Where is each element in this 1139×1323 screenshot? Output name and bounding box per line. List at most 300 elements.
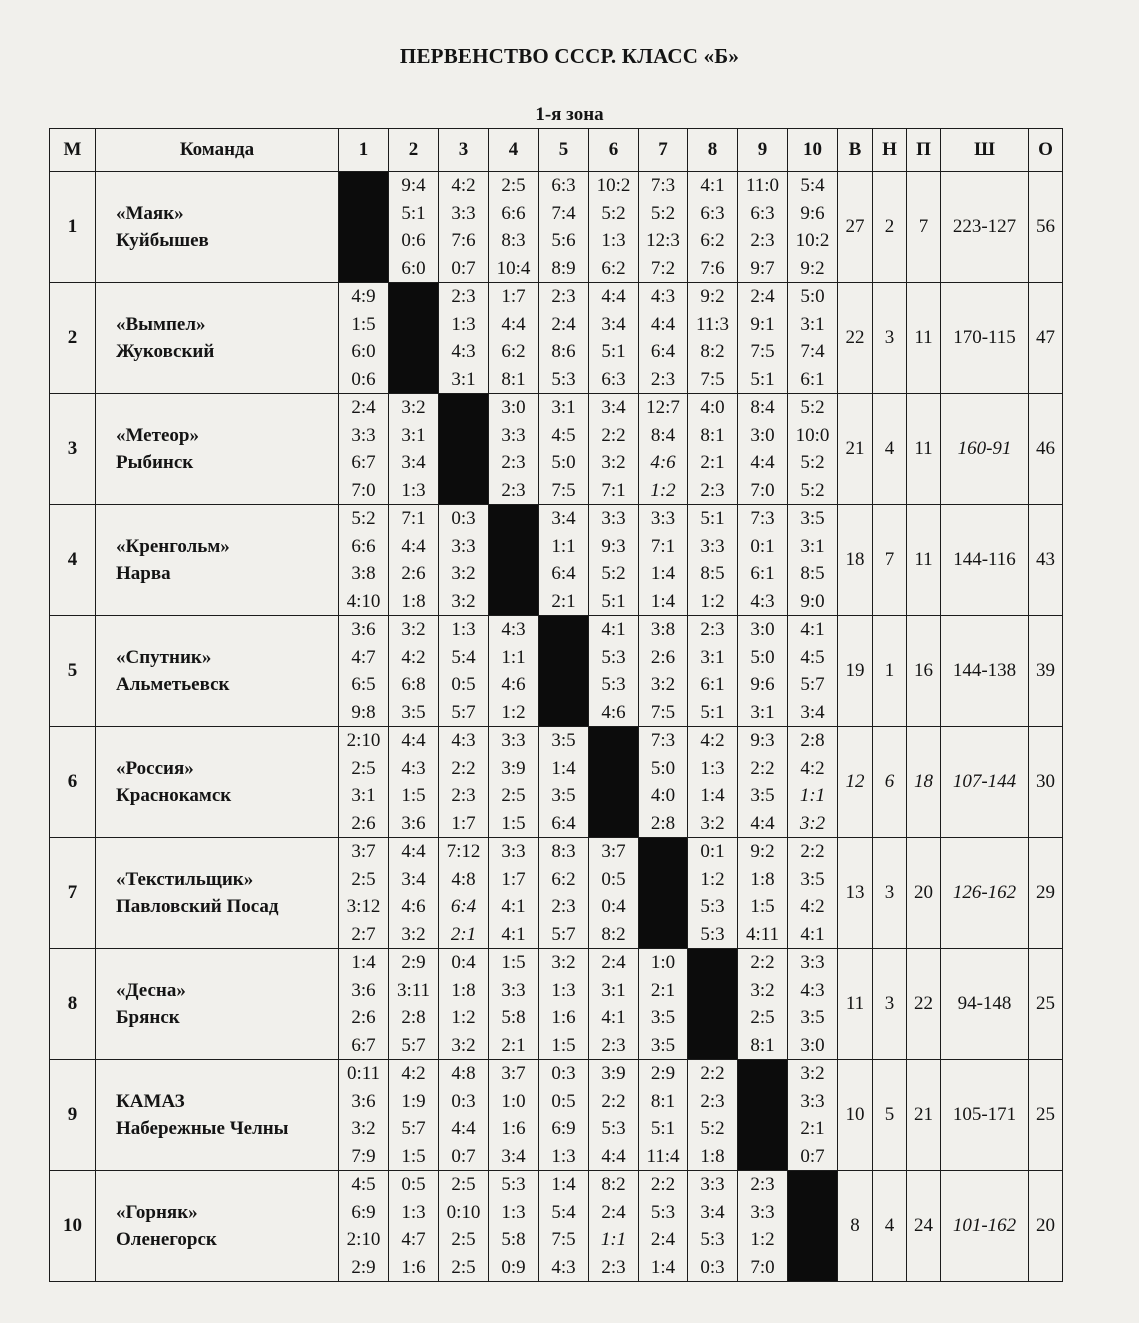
team-city: Брянск <box>116 1007 180 1028</box>
table-row <box>50 727 1063 838</box>
match-score: 5:4 <box>800 175 825 196</box>
match-score: 5:3 <box>700 1229 725 1250</box>
team-name <box>96 505 339 616</box>
match-score: 6:8 <box>401 674 426 695</box>
match-score: 1:5 <box>750 896 775 917</box>
match-score: 2:1 <box>650 979 676 1001</box>
match-score: 1:3 <box>501 1201 526 1223</box>
match-score: 2:5 <box>501 785 526 806</box>
score-cell <box>688 505 738 616</box>
score-cell <box>489 394 539 505</box>
match-score: 3:1 <box>750 701 775 723</box>
score-cell <box>389 505 439 616</box>
match-score: 1:6 <box>401 1256 426 1278</box>
match-score: 1:3 <box>401 479 426 501</box>
match-score: 5:3 <box>700 896 725 917</box>
match-score: 3:5 <box>551 730 576 751</box>
place-number: 2 <box>50 283 96 394</box>
match-score: 1:3 <box>451 619 476 640</box>
score-cell <box>339 616 389 727</box>
match-score: 0:11 <box>346 1063 381 1084</box>
losses-value: 7 <box>907 172 941 283</box>
match-score: 0:5 <box>551 1090 576 1112</box>
match-score: 4:10 <box>346 590 381 612</box>
match-score: 5:3 <box>601 1118 626 1139</box>
score-cell <box>738 283 788 394</box>
score-cell <box>389 394 439 505</box>
wins-value: 18 <box>838 505 873 616</box>
diagonal-cell <box>639 838 688 949</box>
match-score: 9:2 <box>700 286 725 307</box>
match-score: 8:1 <box>650 1090 676 1112</box>
match-score: 5:0 <box>800 286 825 307</box>
points-value: 47 <box>1029 283 1063 394</box>
score-cell <box>439 505 489 616</box>
match-score: 3:3 <box>750 1201 775 1223</box>
score-cell <box>439 1060 489 1171</box>
team-city: Набережные Челны <box>116 1118 289 1139</box>
match-score: 3:3 <box>700 535 725 557</box>
match-score: 8:1 <box>501 368 526 390</box>
score-cell <box>539 172 589 283</box>
match-score: 6:1 <box>750 563 775 584</box>
header-col: 2 <box>389 129 439 172</box>
header-col: 1 <box>339 129 389 172</box>
match-score: 6:2 <box>601 257 626 279</box>
match-score: 6:4 <box>450 896 477 917</box>
match-score: 2:5 <box>451 1229 476 1250</box>
goals-value: 105-171 <box>941 1060 1029 1171</box>
match-score: 5:7 <box>401 1034 426 1056</box>
match-score: 3:3 <box>501 979 526 1001</box>
match-score: 4:3 <box>501 619 526 640</box>
match-score: 3:4 <box>601 313 626 335</box>
match-score: 10:4 <box>496 257 531 279</box>
match-score: 3:3 <box>800 1090 825 1112</box>
match-score: 3:0 <box>501 397 526 418</box>
score-cell <box>688 394 738 505</box>
score-cell <box>539 505 589 616</box>
match-score: 9:7 <box>750 257 775 279</box>
match-score: 4:3 <box>800 979 825 1001</box>
match-score: 8:3 <box>551 841 576 862</box>
wins-value: 8 <box>838 1171 873 1282</box>
match-score: 2:4 <box>351 397 376 418</box>
score-cell <box>389 1060 439 1171</box>
losses-value: 11 <box>907 505 941 616</box>
match-score: 9:2 <box>800 257 825 279</box>
match-score: 4:4 <box>501 313 526 335</box>
match-score: 6:3 <box>551 175 576 196</box>
score-cell <box>439 283 489 394</box>
score-cell <box>539 1171 589 1282</box>
score-cell <box>589 283 639 394</box>
match-score: 3:5 <box>650 1007 676 1028</box>
score-cell <box>439 949 489 1060</box>
team-name <box>96 616 339 727</box>
team-name <box>96 172 339 283</box>
match-score: 3:7 <box>501 1063 526 1084</box>
score-cell <box>788 616 838 727</box>
score-cell <box>339 949 389 1060</box>
score-cell <box>639 172 688 283</box>
match-score: 4:2 <box>401 646 426 668</box>
match-score: 5:2 <box>601 202 626 224</box>
match-score: 6:4 <box>650 341 676 362</box>
match-score: 3:4 <box>800 701 825 723</box>
match-score: 2:4 <box>750 286 775 307</box>
match-score: 2:9 <box>650 1063 676 1084</box>
standings-body <box>50 172 1063 1282</box>
match-score: 1:8 <box>451 979 476 1001</box>
match-score: 7:5 <box>551 1229 576 1250</box>
goals-value: 101-162 <box>941 1171 1029 1282</box>
match-score: 2:8 <box>800 730 825 751</box>
match-score: 5:8 <box>501 1007 526 1028</box>
score-cell <box>688 1171 738 1282</box>
match-score: 7:6 <box>451 230 476 251</box>
match-score: 2:3 <box>451 785 476 806</box>
match-score: 1:7 <box>501 286 526 307</box>
match-score: 4:4 <box>401 535 426 557</box>
score-cell <box>738 838 788 949</box>
match-score: 2:10 <box>346 1229 381 1250</box>
match-score: 5:7 <box>551 923 576 945</box>
match-score: 4:5 <box>800 646 825 668</box>
match-score: 2:4 <box>601 1201 626 1223</box>
score-cell <box>389 949 439 1060</box>
match-score: 8:9 <box>551 257 576 279</box>
match-score: 1:6 <box>501 1118 526 1139</box>
match-score: 1:2 <box>700 868 725 890</box>
diagonal-cell <box>688 949 738 1060</box>
match-score: 3:7 <box>351 841 376 862</box>
match-score: 9:1 <box>750 313 775 335</box>
score-cell <box>339 1171 389 1282</box>
match-score: 3:6 <box>351 619 376 640</box>
match-score: 3:3 <box>351 424 376 446</box>
match-score: 5:3 <box>601 646 626 668</box>
score-cell <box>389 838 439 949</box>
standings-table <box>49 128 1063 1282</box>
match-score: 2:1 <box>700 452 725 473</box>
match-score: 8:1 <box>700 424 725 446</box>
diagonal-cell <box>589 727 639 838</box>
team-name <box>96 838 339 949</box>
score-cell <box>639 1171 688 1282</box>
match-score: 1:1 <box>600 1229 627 1250</box>
match-score: 3:1 <box>601 979 626 1001</box>
match-score: 6:3 <box>750 202 775 224</box>
match-score: 4:4 <box>451 1118 476 1139</box>
losses-value: 22 <box>907 949 941 1060</box>
score-cell <box>389 172 439 283</box>
match-score: 0:5 <box>601 868 626 890</box>
points-value: 30 <box>1029 727 1063 838</box>
draws-value: 4 <box>873 394 907 505</box>
match-score: 5:2 <box>351 508 376 529</box>
match-score: 2:5 <box>351 757 376 779</box>
score-cell <box>439 616 489 727</box>
match-score: 4:11 <box>745 923 780 945</box>
match-score: 2:5 <box>750 1007 775 1028</box>
match-score: 3:3 <box>451 535 476 557</box>
match-score: 5:2 <box>601 563 626 584</box>
match-score: 2:3 <box>551 896 576 917</box>
header-col: 7 <box>639 129 688 172</box>
score-cell <box>589 1171 639 1282</box>
match-score: 7:12 <box>446 841 481 862</box>
match-score: 3:5 <box>650 1034 676 1056</box>
match-score: 1:5 <box>401 1145 426 1167</box>
match-score: 0:6 <box>351 368 376 390</box>
match-score: 5:2 <box>800 397 825 418</box>
match-score: 1:1 <box>799 785 826 806</box>
score-cell <box>439 838 489 949</box>
table-row <box>50 283 1063 394</box>
team-city: Куйбышев <box>116 230 209 251</box>
match-score: 8:5 <box>800 563 825 584</box>
match-score: 1:3 <box>401 1201 426 1223</box>
match-score: 3:8 <box>650 619 676 640</box>
match-score: 2:8 <box>401 1007 426 1028</box>
diagonal-cell <box>539 616 589 727</box>
match-score: 3:5 <box>750 785 775 806</box>
match-score: 0:9 <box>501 1256 526 1278</box>
match-score: 3:9 <box>601 1063 626 1084</box>
table-row <box>50 838 1063 949</box>
match-score: 3:1 <box>551 397 576 418</box>
match-score: 5:3 <box>650 1201 676 1223</box>
team-city: Павловский Посад <box>116 896 279 917</box>
score-cell <box>489 172 539 283</box>
score-cell <box>539 838 589 949</box>
match-score: 2:7 <box>351 923 376 945</box>
match-score: 1:1 <box>501 646 526 668</box>
match-score: 8:2 <box>601 1174 626 1195</box>
losses-value: 11 <box>907 394 941 505</box>
match-score: 2:9 <box>401 952 426 973</box>
match-score: 2:6 <box>351 1007 376 1028</box>
score-cell <box>439 727 489 838</box>
match-score: 2:3 <box>551 286 576 307</box>
match-score: 4:1 <box>501 923 526 945</box>
score-cell <box>539 394 589 505</box>
draws-value: 2 <box>873 172 907 283</box>
wins-value: 12 <box>838 727 873 838</box>
match-score: 2:6 <box>401 563 426 584</box>
match-score: 5:1 <box>401 202 426 224</box>
match-score: 2:4 <box>601 952 626 973</box>
draws-value: 4 <box>873 1171 907 1282</box>
wins-value: 10 <box>838 1060 873 1171</box>
match-score: 3:4 <box>551 508 576 529</box>
match-score: 2:5 <box>351 868 376 890</box>
match-score: 2:5 <box>451 1174 476 1195</box>
match-score: 6:7 <box>351 452 376 473</box>
score-cell <box>389 616 439 727</box>
match-score: 3:2 <box>750 979 775 1001</box>
match-score: 3:12 <box>346 896 381 917</box>
score-cell <box>589 505 639 616</box>
match-score: 3:2 <box>401 923 426 945</box>
match-score: 3:5 <box>800 1007 825 1028</box>
match-score: 6:0 <box>351 341 376 362</box>
score-cell <box>738 172 788 283</box>
match-score: 3:1 <box>351 785 376 806</box>
header-points: О <box>1029 129 1063 172</box>
diagonal-cell <box>339 172 389 283</box>
match-score: 2:4 <box>650 1229 676 1250</box>
match-score: 2:8 <box>650 812 676 834</box>
match-score: 2:3 <box>451 286 476 307</box>
match-score: 8:4 <box>650 424 676 446</box>
score-cell <box>788 949 838 1060</box>
score-cell <box>788 283 838 394</box>
match-score: 5:4 <box>451 646 476 668</box>
match-score: 6:7 <box>351 1034 376 1056</box>
match-score: 2:3 <box>601 1034 626 1056</box>
losses-value: 21 <box>907 1060 941 1171</box>
match-score: 2:3 <box>700 1090 725 1112</box>
match-score: 4:5 <box>351 1174 376 1195</box>
match-score: 2:2 <box>451 757 476 779</box>
wins-value: 21 <box>838 394 873 505</box>
match-score: 3:2 <box>799 812 826 834</box>
match-score: 4:4 <box>750 812 775 834</box>
match-score: 1:7 <box>501 868 526 890</box>
match-score: 2:2 <box>750 952 775 973</box>
match-score: 2:4 <box>551 313 576 335</box>
team-club: «Десна» <box>116 980 186 1001</box>
match-score: 1:5 <box>501 952 526 973</box>
match-score: 6:6 <box>501 202 526 224</box>
match-score: 5:3 <box>700 923 725 945</box>
match-score: 3:3 <box>601 508 626 529</box>
match-score: 1:4 <box>700 785 725 806</box>
match-score: 1:4 <box>551 757 576 779</box>
team-club: «Горняк» <box>116 1202 198 1223</box>
score-cell <box>639 394 688 505</box>
place-number: 9 <box>50 1060 96 1171</box>
match-score: 5:1 <box>700 701 725 723</box>
points-value: 46 <box>1029 394 1063 505</box>
match-score: 7:1 <box>601 479 626 501</box>
match-score: 4:1 <box>501 896 526 917</box>
team-city: Жуковский <box>116 341 215 362</box>
score-cell <box>589 172 639 283</box>
match-score: 2:3 <box>650 368 676 390</box>
match-score: 3:2 <box>601 452 626 473</box>
score-cell <box>788 394 838 505</box>
match-score: 5:4 <box>551 1201 576 1223</box>
match-score: 7:6 <box>700 257 725 279</box>
header-col: 3 <box>439 129 489 172</box>
match-score: 3:5 <box>800 868 825 890</box>
score-cell <box>639 283 688 394</box>
score-cell <box>489 616 539 727</box>
match-score: 4:4 <box>650 313 676 335</box>
goals-value: 170-115 <box>941 283 1029 394</box>
match-score: 3:1 <box>700 646 725 668</box>
score-cell <box>439 172 489 283</box>
header-team: Команда <box>96 129 339 172</box>
match-score: 4:6 <box>601 701 626 723</box>
match-score: 10:0 <box>795 424 830 446</box>
match-score: 4:8 <box>451 868 476 890</box>
match-score: 9:6 <box>800 202 825 224</box>
place-number: 5 <box>50 616 96 727</box>
match-score: 5:0 <box>750 646 775 668</box>
score-cell <box>589 616 639 727</box>
draws-value: 3 <box>873 283 907 394</box>
match-score: 1:5 <box>551 1034 576 1056</box>
match-score: 0:5 <box>451 674 476 695</box>
match-score: 5:3 <box>501 1174 526 1195</box>
score-cell <box>788 838 838 949</box>
wins-value: 22 <box>838 283 873 394</box>
match-score: 0:3 <box>451 508 476 529</box>
match-score: 5:2 <box>800 452 825 473</box>
match-score: 2:6 <box>650 646 676 668</box>
match-score: 6:4 <box>551 563 576 584</box>
match-score: 4:6 <box>501 674 526 695</box>
goals-value: 223-127 <box>941 172 1029 283</box>
score-cell <box>738 727 788 838</box>
draws-value: 1 <box>873 616 907 727</box>
match-score: 7:3 <box>750 508 775 529</box>
match-score: 1:4 <box>351 952 376 973</box>
match-score: 9:3 <box>601 535 626 557</box>
points-value: 25 <box>1029 1060 1063 1171</box>
match-score: 4:4 <box>601 1145 626 1167</box>
match-score: 7:3 <box>650 730 676 751</box>
goals-value: 144-116 <box>941 505 1029 616</box>
match-score: 5:3 <box>551 368 576 390</box>
score-cell <box>539 283 589 394</box>
match-score: 1:8 <box>700 1145 725 1167</box>
score-cell <box>339 394 389 505</box>
match-score: 4:2 <box>401 1063 426 1084</box>
match-score: 3:5 <box>800 508 825 529</box>
match-score: 1:2 <box>650 479 676 501</box>
diagonal-cell <box>389 283 439 394</box>
match-score: 2:2 <box>601 424 626 446</box>
match-score: 1:8 <box>750 868 775 890</box>
score-cell <box>589 838 639 949</box>
score-cell <box>339 838 389 949</box>
score-cell <box>489 283 539 394</box>
score-cell <box>489 949 539 1060</box>
match-score: 1:4 <box>650 1256 676 1278</box>
match-score: 2:3 <box>750 1174 775 1195</box>
match-score: 2:3 <box>501 479 526 501</box>
table-row <box>50 172 1063 283</box>
draws-value: 3 <box>873 949 907 1060</box>
goals-value: 94-148 <box>941 949 1029 1060</box>
points-value: 39 <box>1029 616 1063 727</box>
match-score: 4:3 <box>451 341 476 362</box>
wins-value: 13 <box>838 838 873 949</box>
match-score: 4:1 <box>601 619 626 640</box>
score-cell <box>738 1171 788 1282</box>
match-score: 7:4 <box>551 202 576 224</box>
score-cell <box>639 616 688 727</box>
score-cell <box>688 727 738 838</box>
score-cell <box>738 616 788 727</box>
points-value: 20 <box>1029 1171 1063 1282</box>
team-club: «Кренгольм» <box>116 536 230 557</box>
